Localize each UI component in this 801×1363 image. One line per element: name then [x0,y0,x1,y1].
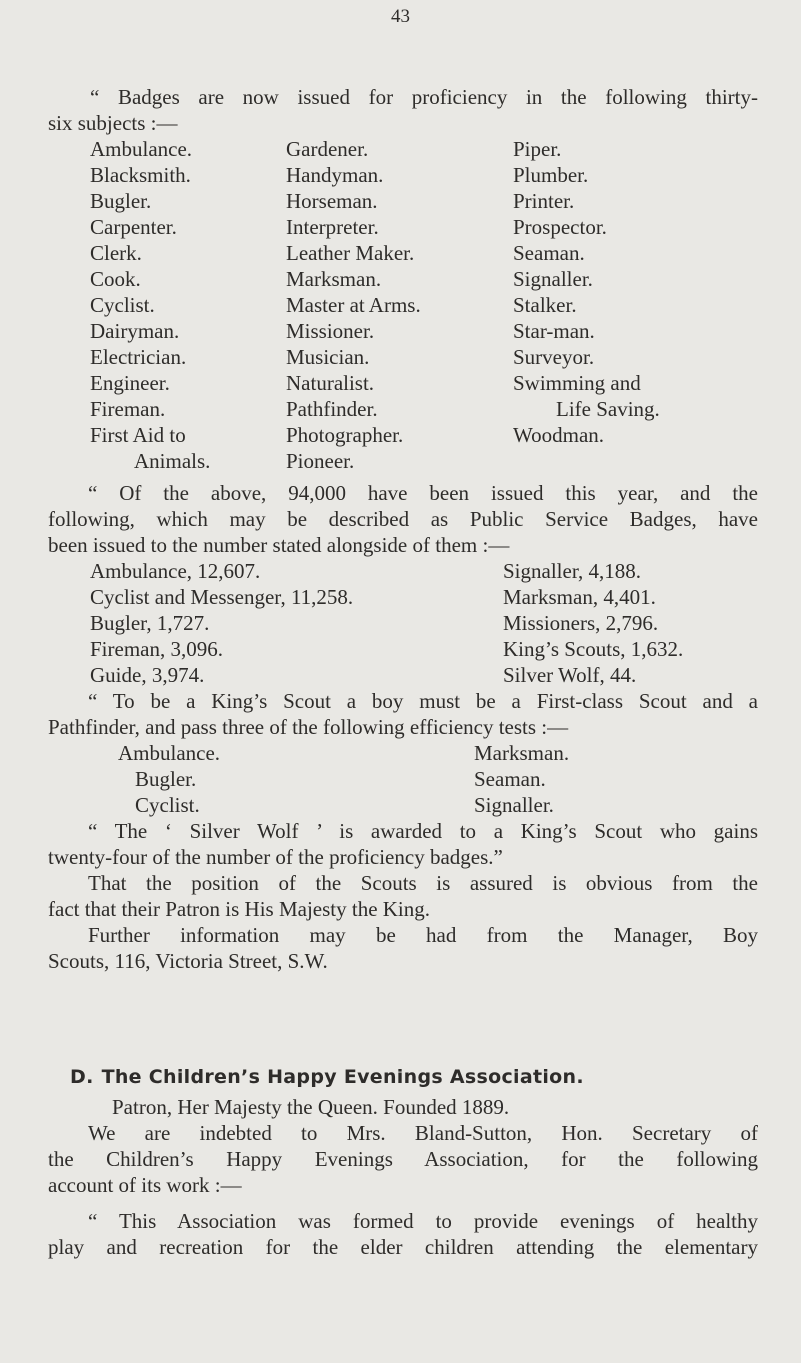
test-item: Bugler. [135,767,197,791]
subject-item: Star-man. [513,319,595,343]
subject-item: Carpenter. [90,215,177,239]
test-item: Ambulance. [118,741,221,765]
test-item: Marksman. [474,741,570,765]
subject-item: Stalker. [513,293,577,317]
test-item: Seaman. [474,767,546,791]
subject-item: Photographer. [286,423,404,447]
section-line-2: We are indebted to Mrs. Bland-Sutton, Hon. Secretary of [88,1121,758,1145]
kings-scout-line-2: Pathfinder, and pass three of the following efficiency tests :— [48,715,569,739]
service-badge-item: Bugler, 1,727. [90,611,210,635]
subject-item: Animals. [134,449,211,473]
subject-item: Leather Maker. [286,241,415,265]
subject-item: Naturalist. [286,371,375,395]
subject-item: Cook. [90,267,141,291]
subject-item: Electrician. [90,345,187,369]
subject-item: Signaller. [513,267,593,291]
subject-item: Ambulance. [90,137,193,161]
service-badge-item: Silver Wolf, 44. [503,663,637,687]
above-line-1: “ Of the above, 94,000 have been issued this year, and the [88,481,758,505]
above-line-2: following, which may be described as Public Service Badges, have [48,507,758,531]
subject-item: Blacksmith. [90,163,191,187]
service-badge-item: Guide, 3,974. [90,663,205,687]
subject-item: Marksman. [286,267,382,291]
section-line-1: Patron, Her Majesty the Queen. Founded 1889. [112,1095,510,1119]
subject-item: Swimming and [513,371,641,395]
subject-item: Cyclist. [90,293,155,317]
subject-item: Gardener. [286,137,369,161]
service-badge-item: Marksman, 4,401. [503,585,656,609]
subject-item: Woodman. [513,423,605,447]
subject-item: Missioner. [286,319,375,343]
subject-item: Interpreter. [286,215,379,239]
subject-item: First Aid to [90,423,186,447]
section-line-5: “ This Association was formed to provide evenings of healthy [88,1209,758,1233]
above-line-3: been issued to the number stated alongside of them :— [48,533,510,557]
closing-line-3: That the position of the Scouts is assured is obvious from the [88,871,758,895]
section-line-6: play and recreation for the elder children attending the elementary [48,1235,758,1259]
subject-item: Life Saving. [556,397,660,421]
subject-item: Musician. [286,345,370,369]
intro-line-2: six subjects :— [48,111,178,135]
subject-item: Pioneer. [286,449,355,473]
subject-item: Piper. [513,137,562,161]
service-badge-item: King’s Scouts, 1,632. [503,637,684,661]
closing-line-1: “ The ‘ Silver Wolf ’ is awarded to a King’s Scout who gains [88,819,758,843]
section-heading [70,1064,584,1090]
section-line-3: the Children’s Happy Evenings Association, for the following [48,1147,758,1171]
section-letter: D. [70,1066,94,1088]
kings-scout-line-1: “ To be a King’s Scout a boy must be a First-class Scout and a [88,689,758,713]
subject-item: Seaman. [513,241,585,265]
subject-item: Engineer. [90,371,170,395]
section-title: The Children’s Happy Evenings Association. [101,1066,584,1088]
service-badge-item: Fireman, 3,096. [90,637,223,661]
subject-item: Printer. [513,189,575,213]
subject-item: Fireman. [90,397,166,421]
closing-line-6: Scouts, 116, Victoria Street, S.W. [48,949,328,973]
closing-line-2: twenty-four of the number of the proficiency badges.” [48,845,503,869]
subject-item: Clerk. [90,241,142,265]
test-item: Signaller. [474,793,554,817]
subject-item: Handyman. [286,163,384,187]
subject-item: Horseman. [286,189,378,213]
subject-item: Bugler. [90,189,152,213]
section-line-4: account of its work :— [48,1173,242,1197]
service-badge-item: Cyclist and Messenger, 11,258. [90,585,354,609]
closing-line-4: fact that their Patron is His Majesty the King. [48,897,431,921]
subject-item: Master at Arms. [286,293,421,317]
intro-line-1: “ Badges are now issued for proficiency in the following thirty- [90,85,758,109]
subject-item: Plumber. [513,163,589,187]
service-badge-item: Ambulance, 12,607. [90,559,261,583]
closing-line-5: Further information may be had from the Manager, Boy [88,923,758,947]
subject-item: Pathfinder. [286,397,378,421]
test-item: Cyclist. [135,793,200,817]
service-badge-item: Signaller, 4,188. [503,559,641,583]
service-badge-item: Missioners, 2,796. [503,611,659,635]
subject-item: Dairyman. [90,319,180,343]
subject-item: Surveyor. [513,345,595,369]
subject-item: Prospector. [513,215,607,239]
page-number: 43 [391,6,410,27]
